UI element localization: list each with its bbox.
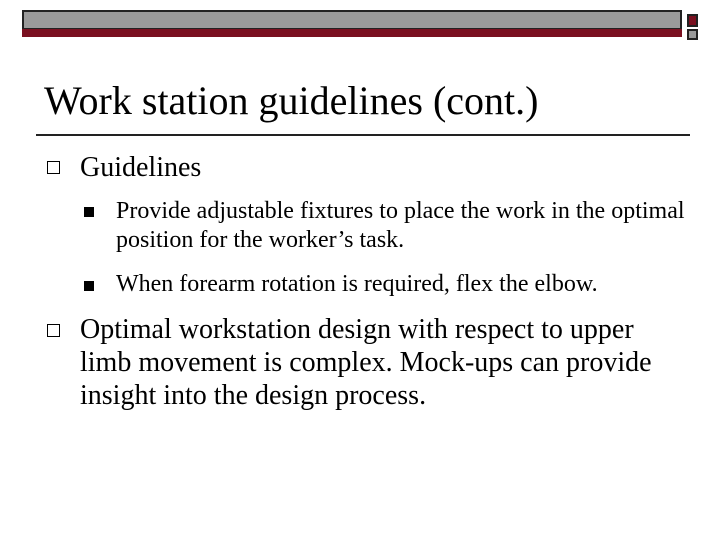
slide-title: Work station guidelines (cont.) xyxy=(44,78,539,123)
sub-bullet-adjustable-fixtures: Provide adjustable fixtures to place the work in the optimal position for the worker’s task. xyxy=(116,198,685,253)
header-bar-red xyxy=(22,29,682,37)
header-bar-gray xyxy=(22,10,682,30)
filled-square-bullet-icon xyxy=(84,281,94,291)
corner-square-gray xyxy=(687,29,698,40)
bullet-guidelines: Guidelines xyxy=(80,152,202,183)
hollow-square-bullet-icon xyxy=(47,324,60,337)
filled-square-bullet-icon xyxy=(84,207,94,217)
title-divider xyxy=(36,134,690,136)
sub-bullet-forearm-rotation: When forearm rotation is required, flex the elbow. xyxy=(116,271,598,297)
bullet-optimal-design: Optimal workstation design with respect to upper limb movement is complex. Mock-ups can provide insight into the design process. xyxy=(80,314,652,411)
hollow-square-bullet-icon xyxy=(47,161,60,174)
corner-square-red xyxy=(687,14,698,27)
